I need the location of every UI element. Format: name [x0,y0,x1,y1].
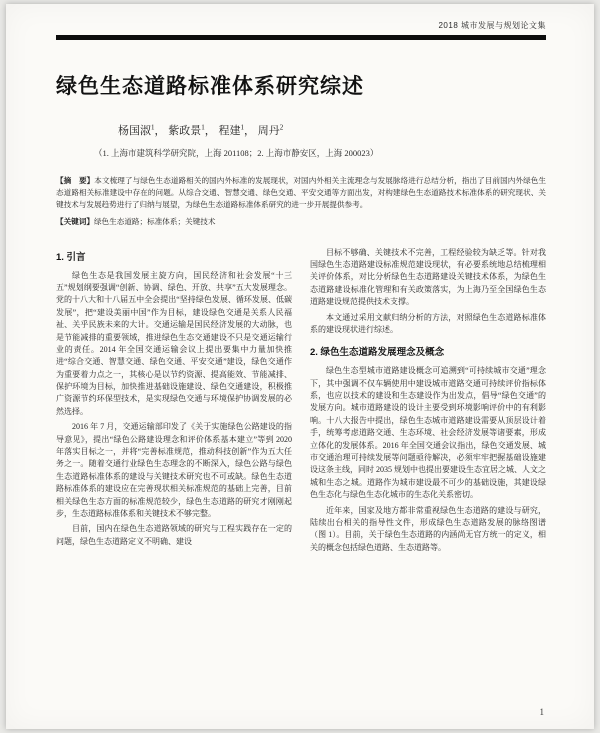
paragraph: 绿色生态型城市道路建设概念可追溯到“可持续城市交通”理念下，其中强调不仅车辆使用中建设城市道路交通可持续评价指标体系，也应以技术的建设和生态建设作为出发点，倡导“绿色交通”的发展方向。城市道路建设的设计主要受到环境影响评价中的有利影响。十八大报告中提出，绿色生态城市道路建设需要从顶层设计着手，统筹考虑道路交通、生态环境、社会经济发展等诸要素，形成立体化的发展体系。2016 年全国交通会议指出，绿色交通发展、城市交通治理可持续发展等问题亟待解决，必须牢牢把握基础设施建设这条主线，同时 2035 规划中也提出要建设生态宜居之城、人文之城和生态之城。道路作为城市建设最不可少的基础设施，其建设绿色生态化与绿色生态化城市的生态化关系密切。 [310,366,546,500]
paragraph: 目前，国内在绿色生态道路领域的研究与工程实践存在一定的问题，绿色生态道路定义不明确、建设 [56,524,292,546]
author-separator: ， [244,125,255,137]
keywords-text: 绿色生态道路；标准体系；关键技术 [93,217,216,227]
authors-line [118,122,546,138]
abstract [56,175,546,211]
section-heading-2: 2. 绿色生态道路发展理念及概念 [310,347,445,359]
keywords-label: 【关键词】 [56,217,94,227]
author-sup: 1 [240,123,244,132]
author-sup: 1 [201,123,205,132]
header-rule [56,35,546,40]
paragraph: 本文通过采用文献归纳分析的方法，对照绿色生态道路标准体系的建设现状进行综述。 [310,312,546,334]
paragraph: 近年来，国家及地方都非常重视绿色生态道路的建设与研究，陆续出台相关的指导性文件，形成绿色生态道路发展的脉络图谱（图 1）。目前，关于绿色生态道路的内涵尚无官方统一的定义，相关的概念包括绿色道路、生态道路等。 [310,505,546,552]
section-heading-1: 1. 引言 [56,251,86,263]
abstract-label: 【摘 要】 [56,176,95,185]
keywords [56,216,546,228]
paragraph: 绿色生态是我国发展主旋方向，国民经济和社会发展“十三五”规划纲要强调“创新、协调、绿色、开放、共享”五大发展理念。党的十八大和十八届五中全会提出“坚持绿色发展、循环发展、低碳发展”，把“建设美丽中国”作为目标，建设绿色交通是关系人民福祉、关乎民族未来的大计。交通运输是国民经济发展的大动脉，也是节能减排的重要领域，推进绿色生态交通建设不只是交通运输行业的责任。2014 年全国交通运输会议上提出要集中力量加快推进“综合交通、智慧交通、绿色交通、平安交通”建设，绿色交通作为重要着力点之一，其核心是以节约资源、提高能效、节能减排、保护环境为目标，加快推进基础设施建设、绿色交通建设，积极推广资源节约环保型技术，是实现绿色交通与环境保护协调发展的必然选择。 [56,270,292,416]
abstract-text: 本文梳理了与绿色生态道路相关的国内外标准的发展现状，对国内外相关主流理念与发展脉络进行总结分析，指出了目前国内外绿色生态道路相关标准建设中存在的问题。从综合交通、智慧交通、绿色交通、平安交通等方面出发，对构建绿色生态道路技术标准体系的研究现状、关键技术与发展趋势进行了归纳与展望，为绿色生态道路标准体系研究的进一步开展提供参考。 [56,176,547,210]
right-column [310,247,546,558]
author: 紫政景$^1$， [168,123,216,137]
paragraph: 目标不够确、关键技术不完善，工程经验较为缺乏等。针对我国绿色生态道路建设标准规范建设现状，有必要系统地总结梳理相关评价体系，对比分析绿色生态道路建设关键技术体系，为绿色生态道路建设标准化管理和有关政策落实，为上海乃至全国绿色生态道路建设规范提供技术支撑。 [310,247,546,307]
author: 杨国淑$^1$， [118,123,166,137]
author-sup: 1 [151,123,155,132]
affiliation: （1. 上海市建筑科学研究院，上海 201108；2. 上海市静安区，上海 200023） [94,148,379,158]
author: 程建$^1$， [218,123,255,137]
author: 周丹$^2$ [257,123,284,137]
body-columns [56,247,546,558]
paragraph: 2016 年 7 月，交通运输部印发了《关于实施绿色公路建设的指导意见》，提出“绿色公路建设理念和评价体系基本建立”等到 2020 年落实目标之一，并将“完善标准规范，推动科技创新”作为五大任务之一。随着交通行业绿色生态理念的不断深入，绿色公路与绿色生态道路标准体系的建设与关键技术研究也不可或缺。绿色生态道路标准体系的建设应在完善现状相关标准规范的基础上完善，目前相关绿色生态方面的标准规范较少，绿色生态道路的研究才刚刚起步，生态道路标准体系和关键技术不够完整。 [56,422,292,518]
left-column [56,247,292,558]
author-separator: ， [204,125,216,137]
author-separator: ， [154,125,166,137]
page-number: 1 [539,707,544,717]
paper-page [6,4,594,729]
paper-title: 绿色生态道路标准体系研究综述 [56,75,364,98]
author-sup: 2 [279,123,284,132]
header-proceedings-title: 2018 城市发展与规划论文集 [438,21,546,30]
